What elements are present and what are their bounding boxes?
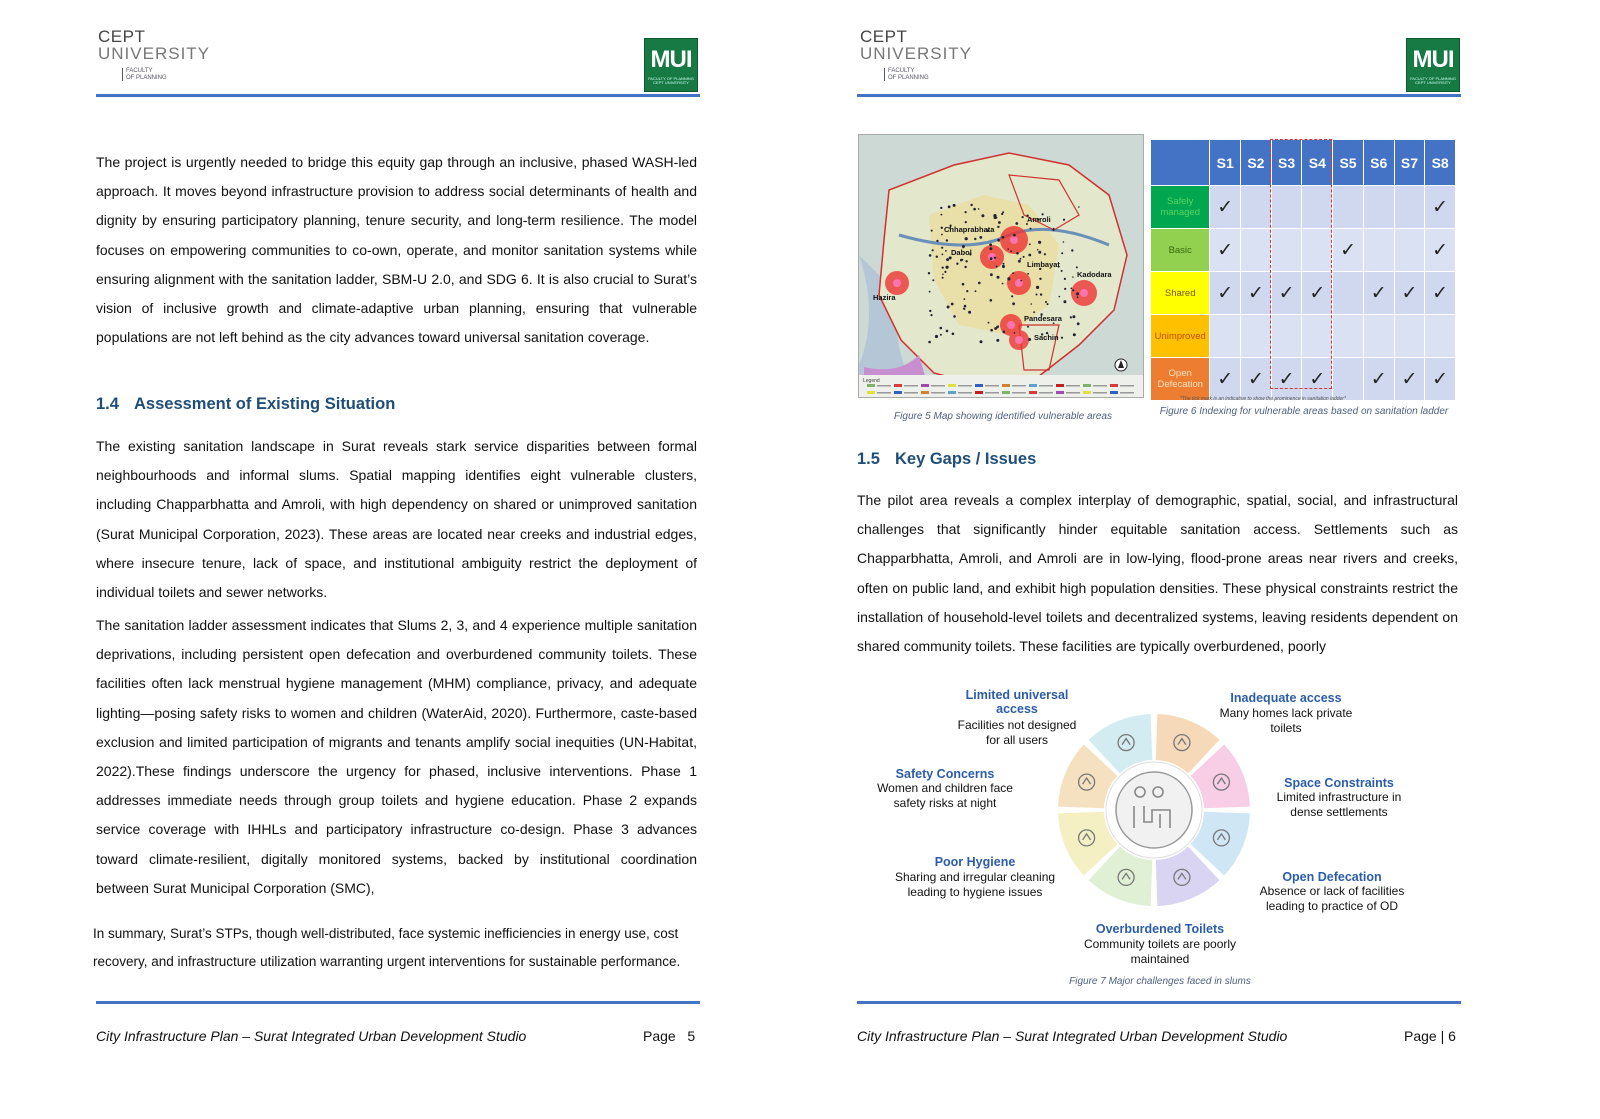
mui-logo [644, 38, 698, 92]
map-place-label: Sachin [1034, 333, 1059, 342]
table-note: *The tick mark is an indicative to show the prominence in sanitation ladder* [1180, 396, 1346, 402]
checkmark-icon: ✓ [1432, 281, 1449, 304]
logo-sub: FACULTY OF PLANNING [122, 68, 167, 81]
sanitation-ladder-table [1150, 139, 1456, 401]
logo-sub: FACULTY OF PLANNING [884, 68, 929, 81]
checkmark-icon: ✓ [1278, 281, 1295, 304]
header-rule [96, 94, 700, 97]
challenge-description: Community toilets are poorly maintained [1083, 937, 1237, 966]
check-icon [1241, 358, 1272, 401]
map-place-label: Hazira [873, 293, 896, 302]
page-number [643, 1028, 695, 1044]
check-icon [1241, 272, 1272, 315]
map-graphic [859, 135, 1144, 398]
column-header: S5 [1333, 140, 1364, 186]
empty-cell [1302, 315, 1333, 358]
checkmark-icon: ✓ [1401, 367, 1418, 390]
footer-rule [857, 1001, 1461, 1004]
empty-cell [1363, 186, 1394, 229]
column-header: S6 [1363, 140, 1394, 186]
logo-bottom: UNIVERSITY [860, 44, 973, 63]
checkmark-icon: ✓ [1401, 281, 1418, 304]
mui-logo-text: MUI [1412, 46, 1454, 73]
checkmark-icon: ✓ [1309, 281, 1326, 304]
empty-cell [1363, 315, 1394, 358]
table-row [1151, 186, 1456, 229]
checkmark-icon: ✓ [1278, 367, 1295, 390]
empty-cell [1271, 186, 1302, 229]
paragraph: The project is urgently needed to bridge this equity gap through an inclusive, phased WASH-led approach. It moves beyond infrastructure provision to address social determinants of health and dignity by ensuring participatory planning, tenure security, and long-term resilience. The model focuses on empowering communities to co-own, operate, and monitor sanitation systems while ensuring alignment with the sanitation ladder, SBM-U 2.0, and SDG 6. It is also crucial to Surat’s vision of inclusive growth and climate-adaptive urban planning, ensuring that vulnerable populations are not left behind as the city advances toward universal sanitation coverage. [96, 154, 697, 346]
empty-cell [1302, 229, 1333, 272]
challenge-title: Space Constraints [1284, 776, 1394, 790]
checkmark-icon: ✓ [1432, 238, 1449, 261]
challenge-title: Poor Hygiene [934, 855, 1016, 869]
table-row [1151, 358, 1456, 401]
map-legend-label: Legend [863, 378, 880, 384]
map-place-label: Dabol [951, 248, 972, 257]
empty-cell [1425, 315, 1456, 358]
checkmark-icon: ✓ [1247, 281, 1264, 304]
challenge-title: Inadequate access [1230, 691, 1342, 705]
challenge-title: Limited universal access [965, 688, 1069, 716]
mui-logo-text: MUI [650, 46, 692, 73]
checkmark-icon: ✓ [1217, 281, 1234, 304]
check-icon [1425, 186, 1456, 229]
section-heading [96, 395, 395, 414]
table-corner [1151, 140, 1210, 186]
checkmark-icon: ✓ [1340, 238, 1356, 261]
column-header: S3 [1271, 140, 1302, 186]
check-icon [1425, 229, 1456, 272]
challenge-description: Many homes lack private toilets [1219, 706, 1353, 735]
challenge-title: Safety Concerns [895, 767, 995, 781]
check-icon [1271, 358, 1302, 401]
checkmark-icon: ✓ [1432, 367, 1449, 390]
row-label: Basic [1151, 229, 1210, 272]
empty-cell [1241, 315, 1272, 358]
empty-cell [1333, 186, 1364, 229]
section-title: Key Gaps / Issues [895, 450, 1037, 468]
section-number: 1.4 [96, 395, 119, 413]
check-icon [1210, 186, 1241, 229]
empty-cell [1210, 315, 1241, 358]
check-icon [1363, 272, 1394, 315]
paragraph: The pilot area reveals a complex interplay of demographic, spatial, social, and infrastructural challenges that significantly hinder equitable sanitation access. Settlements such as Chapparbhatta, Amroli, and Amroli are in low-lying, flood-prone areas near rivers and creeks, often on public land, and exhibit high population densities. These physical constraints restrict the installation of household-level toilets and decentralized systems, leaving residents dependent on shared community toilets. These facilities are typically overburdened, poorly [857, 492, 1458, 655]
checkmark-icon: ✓ [1217, 367, 1234, 390]
row-label: Shared [1151, 272, 1210, 315]
challenge-description: Facilities not designed for all users [957, 718, 1077, 747]
section-heading [857, 450, 1036, 469]
challenge-title: Overburdened Toilets [1095, 922, 1225, 936]
vulnerable-areas-map [858, 134, 1144, 398]
check-icon [1210, 358, 1241, 401]
column-header: S4 [1302, 140, 1333, 186]
checkmark-icon: ✓ [1370, 281, 1387, 304]
check-icon [1271, 272, 1302, 315]
header-rule [857, 94, 1461, 97]
check-icon [1394, 358, 1425, 401]
row-label: Open Defecation [1151, 358, 1210, 401]
mui-logo [1406, 38, 1460, 92]
empty-cell [1241, 229, 1272, 272]
check-icon [1302, 272, 1333, 315]
page-label: Page [643, 1028, 676, 1044]
challenge-description: Sharing and irregular cleaning leading to hygiene issues [894, 870, 1056, 899]
check-icon [1425, 358, 1456, 401]
map-place-label: Amroli [1027, 215, 1051, 224]
challenges-wheel [1054, 710, 1254, 910]
column-header: S8 [1425, 140, 1456, 186]
check-icon [1302, 358, 1333, 401]
column-header: S7 [1394, 140, 1425, 186]
challenge-description: Absence or lack of facilities leading to practice of OD [1259, 884, 1405, 913]
empty-cell [1302, 186, 1333, 229]
check-icon [1363, 358, 1394, 401]
checkmark-icon: ✓ [1217, 195, 1234, 218]
map-place-label: Kadodara [1077, 270, 1112, 279]
paragraph: The sanitation ladder assessment indicates that Slums 2, 3, and 4 experience multiple sanitation deprivations, including persistent open defecation and overburdened community toilets. These facilities often lack menstrual hygiene management (MHM) compliance, privacy, and adequate lighting—posing safety risks to women and children (WaterAid, 2020). Furthermore, caste-based exclusion and limited participation of migrants and tenants amplify social inequities (UN-Habitat, 2022).These findings underscore the urgency for phased, inclusive interventions. Phase 1 addresses immediate needs through group toilets and hygiene education. Phase 2 expands service coverage with IHHLs and participatory infrastructure co-design. Phase 3 advances toward climate-resilient, digitally monitored systems, backed by institutional coordination between Surat Municipal Corporation (SMC), [96, 617, 697, 896]
check-icon [1394, 272, 1425, 315]
empty-cell [1271, 229, 1302, 272]
check-icon [1333, 229, 1364, 272]
map-place-label: Chhaprabhata [944, 225, 995, 234]
challenge-description: Limited infrastructure in dense settlements [1276, 790, 1402, 819]
challenge-description: Women and children face safety risks at night [877, 781, 1013, 810]
empty-cell [1271, 315, 1302, 358]
checkmark-icon: ✓ [1247, 367, 1264, 390]
empty-cell [1333, 272, 1364, 315]
map-place-label: Pandesara [1024, 314, 1062, 323]
logo-top: CEPT [860, 27, 908, 46]
table-row [1151, 315, 1456, 358]
logo-bottom: UNIVERSITY [98, 44, 211, 63]
checkmark-icon: ✓ [1309, 367, 1326, 390]
checkmark-icon: ✓ [1370, 367, 1387, 390]
map-place-label: Limbayat [1027, 260, 1060, 269]
paragraph: The existing sanitation landscape in Surat reveals stark service disparities between formal neighbourhoods and informal slums. Spatial mapping identifies eight vulnerable clusters, including Chapparbhatta and Amroli, with high dependency on shared or unimproved sanitation (Surat Municipal Corporation, 2023). These areas are located near creeks and industrial edges, where insecure tenure, lack of space, and institutional ambiguity restrict the deployment of individual toilets and sewer networks. [96, 438, 697, 601]
check-icon [1425, 272, 1456, 315]
footer-title: City Infrastructure Plan – Surat Integrated Urban Development Studio [857, 1028, 1288, 1044]
paragraph-clip [96, 611, 697, 906]
footer-rule [96, 1001, 700, 1004]
column-header: S1 [1210, 140, 1241, 186]
empty-cell [1333, 358, 1364, 401]
empty-cell [1394, 186, 1425, 229]
row-label: Safely managed [1151, 186, 1210, 229]
page-number: Page | 6 [1404, 1028, 1456, 1044]
page-num: 5 [687, 1028, 696, 1044]
empty-cell [1394, 315, 1425, 358]
paragraph: In summary, Surat’s STPs, though well-distributed, face systemic inefficiencies in energy use, cost recovery, and infrastructure utilization warranting urgent interventions for sustainable performance. [93, 926, 681, 970]
table-header-row [1151, 140, 1456, 186]
empty-cell [1241, 186, 1272, 229]
section-title: Assessment of Existing Situation [134, 395, 396, 413]
cept-logo [860, 28, 980, 84]
empty-cell [1394, 229, 1425, 272]
checkmark-icon: ✓ [1217, 238, 1234, 261]
cept-logo [98, 28, 218, 84]
checkmark-icon: ✓ [1432, 195, 1449, 218]
check-icon [1210, 272, 1241, 315]
challenge-title: Open Defecation [1282, 870, 1382, 884]
figure-caption: Figure 5 Map showing identified vulnerable areas [894, 411, 1112, 422]
mui-logo-sub: FACULTY OF PLANNING CEPT UNIVERSITY [1410, 76, 1456, 85]
table-row [1151, 272, 1456, 315]
figure-caption: Figure 7 Major challenges faced in slums [1069, 976, 1251, 987]
table-row [1151, 229, 1456, 272]
empty-cell [1333, 315, 1364, 358]
check-icon [1210, 229, 1241, 272]
section-number: 1.5 [857, 450, 880, 468]
empty-cell [1363, 229, 1394, 272]
logo-top: CEPT [98, 27, 146, 46]
mui-logo-sub: FACULTY OF PLANNING CEPT UNIVERSITY [648, 76, 694, 85]
row-label: Unimproved [1151, 315, 1210, 358]
footer-title: City Infrastructure Plan – Surat Integrated Urban Development Studio [96, 1028, 527, 1044]
column-header: S2 [1241, 140, 1272, 186]
figure-caption: Figure 6 Indexing for vulnerable areas based on sanitation ladder [1159, 406, 1449, 417]
